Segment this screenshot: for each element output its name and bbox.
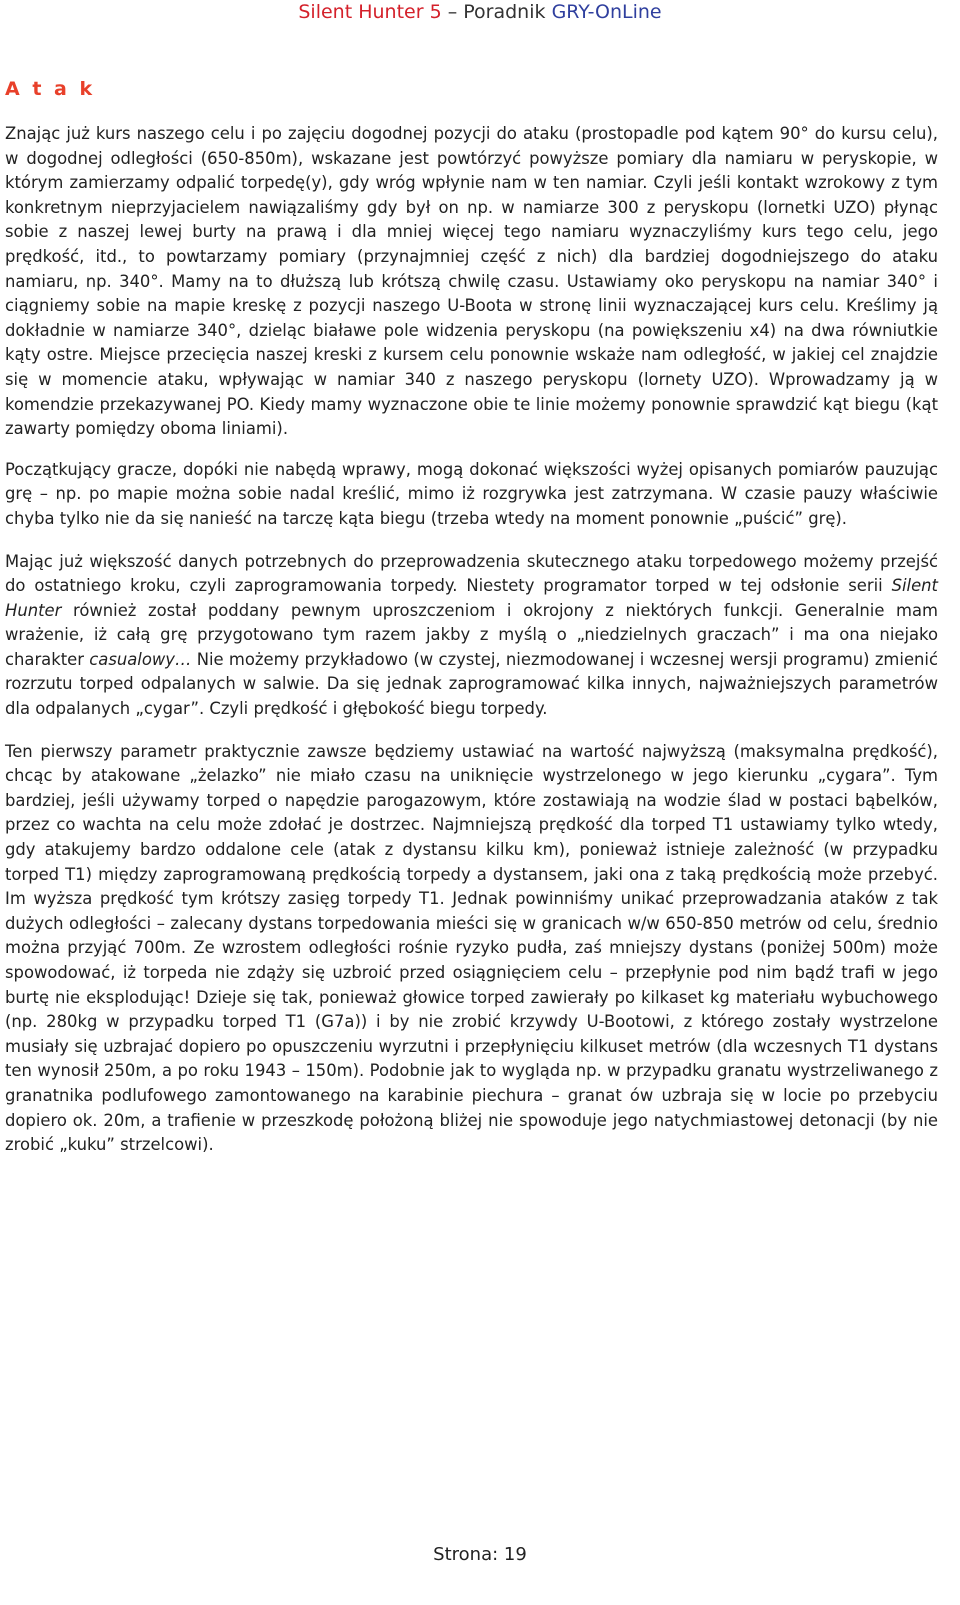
section-title: A t a k [5, 78, 96, 100]
paragraph-2: Początkujący gracze, dopóki nie nabędą wprawy, mogą dokonać większości wyżej opisanych pomiarów pauzując grę – np. po mapie można sobie nadal kreślić, mimo iż rozgrywka jest zatrzymana. W czasie pauzy właściwie chyba tylko nie da się nanieść na tarczę kąta biegu (trzeba wtedy na moment ponownie „puścić” grę). [5, 459, 938, 528]
paragraph-4: Ten pierwszy parametr praktycznie zawsze będziemy ustawiać na wartość najwyższą (maksymalna prędkość), chcąc by atakowane „żelazko” nie miało czasu na uniknięcie wystrzelonego w jego kierunku „cygara”. Tym bardziej, jeśli używamy torped o napędzie parogazowym, które zostawiają na wodzie ślad w postaci bąbelków, przez co wachta na celu może zdołać je dostrzec. Najmniejszą prędkość dla torped T1 ustawiamy tylko wtedy, gdy atakujemy bardzo oddalone cele (atak z dystansu kilku km), ponieważ istnieje zależność (w przypadku torped T1) między zaprogramowaną prędkością torpedy a dystansem, jaki ona z taką prędkością może przebyć. Im wyższa prędkość tym krótszy zasięg torpedy T1. Jednak powinniśmy unikać przeprowadzania ataków z tak dużych odległości – zalecany dystans torpedowania mieści się w granicach w/w 650-850 metrów od celu, średnio można przyjąć 700m. Ze wzrostem odległości rośnie ryzyko pudła, zaś mniejszy dystans (poniżej 500m) może spowodować, iż torpeda nie zdąży się uzbroić przed osiągnięciem celu – przepłynie pod nim bądź trafi w jego burtę nie eksplodując! Dzieje się tak, ponieważ głowice torped zawierały po kilkaset kg materiału wybuchowego (np. 280kg w przypadku torped T1 (G7a)) i by nie zrobić krzywdy U-Bootowi, z którego zostały wystrzelone musiały się uzbrajać dopiero po opuszczeniu wyrzutni i przepłynięciu kilkuset metrów (dla wczesnych T1 dystans ten wynosił 250m, a po roku 1943 – 150m). Podobnie jak to wygląda np. w przypadku granatu wystrzeliwanego z granatnika podlufowego zamontowanego na karabinie piechura – granat ów uzbraja się w locie po przebyciu dopiero ok. 20m, a trafienie w przeszkodę położoną bliżej nie spowoduje jego natychmiastowej detonacji (by nie zrobić „kuku” strzelcowi). [5, 741, 938, 1155]
header-game-title: Silent Hunter 5 [298, 1, 442, 23]
header-separator: – [441, 1, 464, 23]
paragraph-1: Znając już kurs naszego celu i po zajęciu dogodnej pozycji do ataku (prostopadle pod kątem 90° do kursu celu), w dogodnej odległości (650-850m), wskazane jest powtórzyć powyższe pomiary dla namiaru w peryskopie, w którym zamierzamy odpalić torpedę(y), gdy wróg wpłynie nam w ten namiar. Czyli jeśli kontakt wzrokowy z tym konkretnym nieprzyjacielem nawiązaliśmy gdy był on np. w namiarze 300 z peryskopu (lornetki UZO) płynąc sobie z naszej lewej burty na prawą i dla mniej więcej tego namiaru wyznaczyliśmy kurs tego celu, jego prędkość, itd., to powtarzamy pomiary (przynajmniej część z nich) dla bardziej dogodniejszego do ataku namiaru, np. 340°. Mamy na to dłuższą lub krótszą chwilę czasu. Ustawiamy oko peryskopu na namiar 340° i ciągniemy sobie na mapie kreskę z pozycji naszego U-Boota w stronę linii wyznaczającej kurs celu. Kreślimy ją dokładnie w namiarze 340°, dzieląc białawe pole widzenia peryskopu (na powiększeniu x4) na dwa równiutkie kąty ostre. Miejsce przecięcia naszej kreski z kursem celu ponownie wskaże nam odległość, w jakiej cel znajdzie się w momencie ataku, wpływając w namiar 340 z naszego peryskopu (lornety UZO). Wprowadzamy ją w komendzie przekazywanej PO. Kiedy mamy wyznaczone obie te linie możemy ponownie sprawdzić kąt biegu (kąt zawarty pomiędzy oboma liniami). [5, 124, 938, 439]
page-header [0, 0, 960, 24]
paragraph-3-part-c: również został poddany pewnym uproszczeniom i okrojony z niektórych funkcji. Generalnie mam wrażenie, iż całą grę przygotowano tym razem jakby z myślą o „niedzielnych graczach” i ma ona niejako charakter [5, 600, 938, 669]
header-guide-label: Poradnik [463, 1, 552, 23]
paragraph-3-casual-term: casualowy… [89, 649, 192, 669]
page-number: Strona: 19 [433, 1544, 527, 1565]
article-body [5, 122, 938, 1176]
paragraph-3-game-title: Silent Hunter [5, 576, 938, 620]
paragraph-3 [5, 550, 938, 722]
header-site-name: GRY-OnLine [551, 1, 662, 23]
paragraph-3-part-e: Nie możemy przykładowo (w czystej, niezmodowanej i wczesnej wersji programu) zmienić rozrzutu torped odpalanych w salwie. Da się jednak zaprogramować kilka innych, najważniejszych parametrów dla odpalanych „cygar”. Czyli prędkość i głębokość biegu torpedy. [5, 649, 938, 719]
paragraph-3-part-a: Mając już większość danych potrzebnych do przeprowadzenia skutecznego ataku torpedowego możemy przejść do ostatniego kroku, czyli zaprogramowania torpedy. Niestety programator torped w tej odsłonie serii [5, 551, 938, 596]
